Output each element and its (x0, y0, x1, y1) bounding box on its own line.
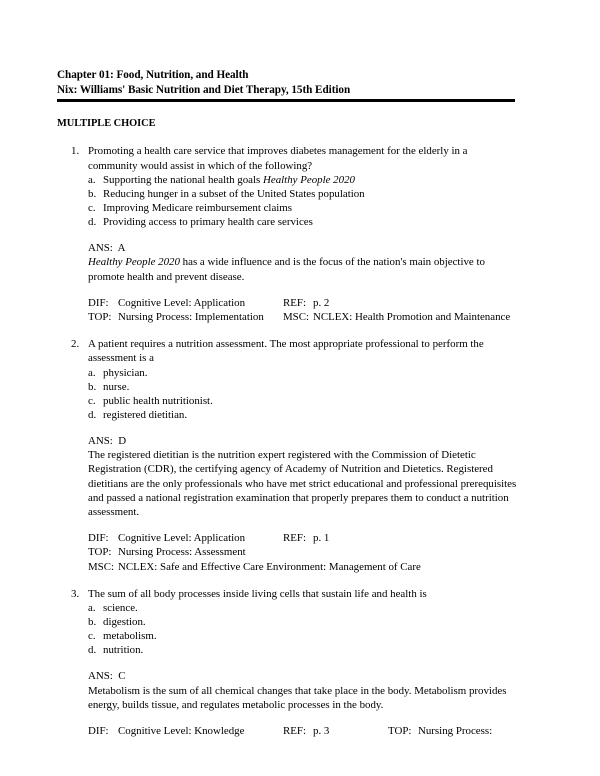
option-letter: d. (88, 216, 97, 229)
option-text: Reducing hunger in a subset of the United States population (103, 187, 365, 200)
metadata-label: DIF: (88, 532, 109, 545)
answer-label: ANS: (88, 670, 113, 683)
options-list (57, 601, 517, 657)
questions-list (57, 144, 517, 738)
metadata-line (88, 531, 517, 545)
question-number: 3. (71, 587, 80, 600)
metadata-label: MSC: (88, 560, 115, 573)
question-block (57, 144, 517, 324)
option-letter: b. (88, 380, 97, 393)
option-text: nurse. (103, 380, 130, 393)
answer-line (88, 434, 517, 448)
header-divider (57, 99, 515, 102)
metadata-label: DIF: (88, 296, 109, 309)
metadata-line (88, 545, 517, 559)
metadata-label: TOP: (88, 310, 112, 323)
answer-block (57, 241, 517, 284)
metadata-value: Cognitive Level: Application (118, 532, 246, 545)
metadata-line (88, 310, 517, 324)
option-text: digestion. (103, 616, 146, 629)
metadata-cell (283, 724, 329, 738)
metadata-label: REF: (283, 724, 306, 737)
metadata-cell (88, 545, 246, 559)
metadata-block (57, 296, 517, 324)
metadata-cell (88, 560, 421, 574)
answer-rationale: The registered dietitian is the nutrition expert registered with the Commission of Dietetic Registration (CDR), the certifying agency of Academy of Nutrition and Dietetics. Registered dietitians are the only professionals who have met strict educational and professional prerequisites and passed a national registration examination that properly prepares them to conduct a nutrition assessment. (88, 449, 517, 518)
question-text: Promoting a health care service that improves diabetes management for the elderly in a community would assist in which of the following? (88, 145, 468, 172)
document-header (57, 68, 517, 98)
answer-value: A (117, 242, 126, 255)
answer-line (88, 669, 517, 683)
option-text: physician. (103, 366, 148, 379)
metadata-value: p. 1 (313, 532, 330, 545)
option-text: Providing access to primary health care services (103, 216, 313, 229)
metadata-value: Cognitive Level: Application (118, 296, 246, 309)
option-letter: c. (88, 630, 96, 643)
option-text: Supporting the national health goals Healthy People 2020 (103, 173, 355, 186)
option-italic-term: Healthy People 2020 (263, 173, 355, 186)
header-title-line: Nix: Williams' Basic Nutrition and Diet Therapy, 15th Edition (57, 84, 351, 97)
option-letter: c. (88, 394, 96, 407)
header-chapter-line: Chapter 01: Food, Nutrition, and Health (57, 69, 249, 81)
option-item[interactable] (57, 629, 517, 643)
option-text: science. (103, 601, 138, 614)
option-item[interactable] (57, 380, 517, 394)
metadata-block (57, 724, 517, 738)
metadata-label: REF: (283, 296, 306, 309)
option-text: metabolism. (103, 630, 157, 643)
metadata-label: MSC: (283, 310, 310, 323)
answer-rationale: Healthy People 2020 has a wide influence and is the focus of the nation's main objective to promote health and prevent disease. (88, 256, 485, 283)
option-letter: c. (88, 202, 96, 214)
question-text: The sum of all body processes inside living cells that sustain life and health is (88, 587, 427, 600)
option-letter: b. (88, 616, 97, 629)
metadata-cell (88, 296, 245, 310)
metadata-value: Nursing Process: Assessment (118, 546, 246, 559)
metadata-value: NCLEX: Safe and Effective Care Environment: Management of Care (118, 560, 421, 573)
metadata-value: Cognitive Level: Knowledge (118, 724, 245, 737)
metadata-value: Nursing Process: Implementation (118, 310, 264, 323)
options-list (57, 366, 517, 422)
metadata-cell (88, 724, 244, 738)
question-number: 2. (71, 338, 80, 351)
answer-label: ANS: (88, 434, 113, 447)
option-letter: a. (88, 173, 96, 186)
metadata-line (88, 296, 517, 310)
metadata-cell (388, 724, 492, 738)
option-text: registered dietitian. (103, 408, 188, 421)
question-stem-row (57, 337, 517, 365)
metadata-label: TOP: (88, 546, 112, 559)
metadata-cell (88, 531, 245, 545)
metadata-block (57, 531, 517, 574)
metadata-value: Nursing Process: (418, 724, 493, 737)
option-item[interactable] (57, 643, 517, 657)
option-item[interactable] (57, 601, 517, 615)
option-item[interactable] (57, 215, 517, 229)
question-stem-row (57, 587, 517, 601)
answer-line (88, 241, 517, 255)
answer-block (57, 669, 517, 712)
answer-value: D (118, 434, 127, 447)
answer-rationale: Metabolism is the sum of all chemical changes that take place in the body. Metabolism provides energy, builds tissue, and regulates metabolic processes in the body. (88, 684, 507, 711)
option-item[interactable] (57, 201, 517, 215)
answer-block (57, 434, 517, 519)
metadata-cell (88, 310, 264, 324)
question-stem-row (57, 144, 517, 172)
option-text: Improving Medicare reimbursement claims (103, 202, 293, 214)
metadata-line (88, 724, 517, 738)
answer-label: ANS: (88, 242, 113, 255)
option-item[interactable] (57, 187, 517, 201)
answer-value: C (118, 670, 126, 683)
metadata-label: TOP: (388, 724, 412, 737)
document-content (57, 68, 517, 738)
option-letter: a. (88, 601, 96, 614)
metadata-label: REF: (283, 532, 306, 545)
question-block (57, 337, 517, 574)
option-letter: d. (88, 408, 97, 421)
option-text: public health nutritionist. (103, 394, 213, 407)
question-block (57, 587, 517, 738)
option-letter: a. (88, 366, 96, 379)
metadata-line (88, 560, 517, 574)
option-letter: d. (88, 644, 97, 657)
question-text: A patient requires a nutrition assessment. The most appropriate professional to perform the assessment is a (88, 338, 484, 365)
metadata-value: NCLEX: Health Promotion and Maintenance (313, 310, 511, 323)
metadata-value: p. 3 (313, 724, 330, 737)
option-item[interactable] (57, 173, 517, 187)
rationale-italic-term: Healthy People 2020 (88, 256, 180, 269)
section-title: MULTIPLE CHOICE (57, 118, 156, 130)
option-text: nutrition. (103, 644, 144, 657)
option-item[interactable] (57, 366, 517, 380)
metadata-value: p. 2 (313, 296, 330, 309)
option-item[interactable] (57, 615, 517, 629)
metadata-label: DIF: (88, 724, 109, 737)
metadata-cell (283, 296, 329, 310)
option-letter: b. (88, 187, 97, 200)
option-item[interactable] (57, 408, 517, 422)
question-number: 1. (71, 145, 80, 158)
metadata-cell (283, 531, 329, 545)
metadata-cell (283, 310, 510, 324)
options-list (57, 173, 517, 229)
option-item[interactable] (57, 394, 517, 408)
